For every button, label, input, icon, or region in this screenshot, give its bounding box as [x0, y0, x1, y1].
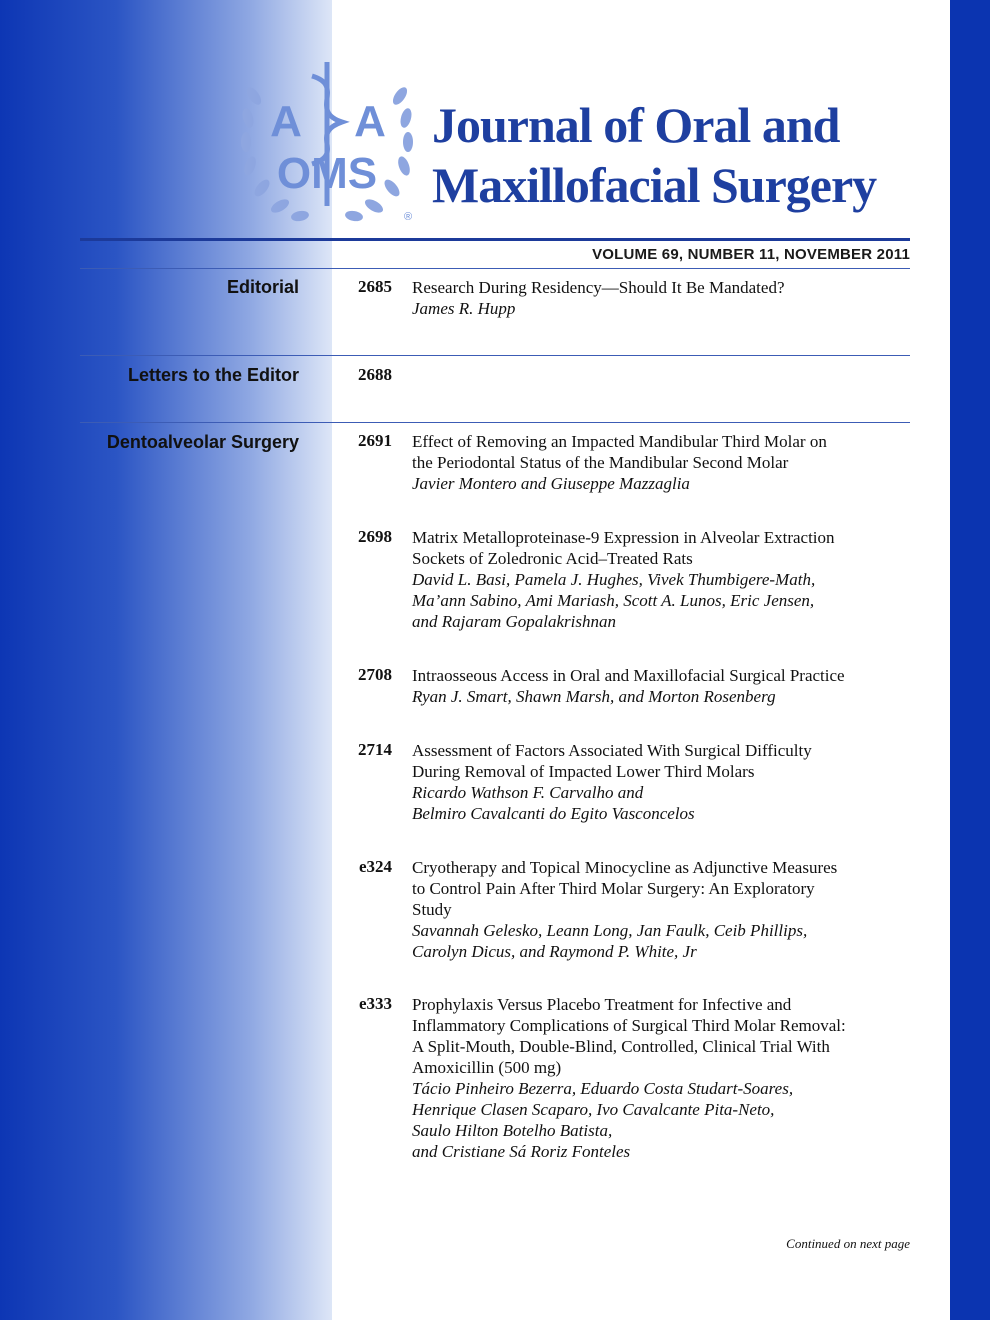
section-label-editorial: Editorial	[226, 277, 299, 297]
article-title-line: Matrix Metalloproteinase-9 Expression in Alveolar Extraction	[412, 528, 835, 547]
page-number: 2685	[358, 277, 392, 296]
section-divider	[80, 422, 910, 423]
article-authors-line: Tácio Pinheiro Bezerra, Eduardo Costa Studart-Soares,	[412, 1079, 794, 1098]
section-divider	[80, 355, 910, 356]
page-number: 2708	[358, 665, 392, 684]
volume-line: VOLUME 69, NUMBER 11, NOVEMBER 2011	[592, 246, 910, 263]
entry-body	[412, 994, 912, 1162]
section-label-letters: Letters to the Editor	[127, 365, 299, 385]
page-number: e333	[358, 994, 392, 1013]
article-title-line: Effect of Removing an Impacted Mandibular Third Molar on	[412, 432, 827, 451]
article-title-line: the Periodontal Status of the Mandibular Second Molar	[412, 453, 789, 472]
article-authors-line: and Cristiane Sá Roriz Fonteles	[412, 1142, 631, 1161]
article-title-line: Study	[412, 900, 452, 919]
right-edge-bar	[950, 0, 990, 1320]
article-title	[412, 994, 912, 1078]
article-title-line: During Removal of Impacted Lower Third Molars	[412, 762, 755, 781]
article-authors-line: Ma’ann Sabino, Ami Mariash, Scott A. Lunos, Eric Jensen,	[412, 591, 815, 610]
article-title-line: Amoxicillin (500 mg)	[412, 1058, 562, 1077]
article-authors-line: Ricardo Wathson F. Carvalho and	[412, 783, 644, 802]
article-title-line: Sockets of Zoledronic Acid–Treated Rats	[412, 549, 693, 568]
page-number: 2691	[358, 431, 392, 450]
page-number: 2698	[358, 527, 392, 546]
article-title	[412, 740, 912, 782]
article-authors	[412, 782, 912, 824]
continued-note[interactable]: Continued on next page	[786, 1236, 910, 1251]
article-authors	[412, 298, 912, 319]
article-authors-line: Belmiro Cavalcanti do Egito Vasconcelos	[412, 804, 695, 823]
article-title	[412, 665, 912, 686]
article-authors	[412, 473, 912, 494]
section-label-dentoalveolar: Dentoalveolar Surgery	[106, 432, 299, 452]
page-number: 2688	[358, 365, 392, 384]
header-rule-thin	[80, 268, 910, 269]
article-authors-line: Henrique Clasen Scaparo, Ivo Cavalcante Pita-Neto,	[412, 1100, 775, 1119]
entry-body	[412, 740, 912, 824]
article-title-line: A Split-Mouth, Double-Blind, Controlled, Clinical Trial With	[412, 1037, 830, 1056]
article-authors-line: and Rajaram Gopalakrishnan	[412, 612, 616, 631]
aaoms-logo	[236, 56, 418, 226]
article-authors-line: Carolyn Dicus, and Raymond P. White, Jr	[412, 942, 697, 961]
article-authors-line: Javier Montero and Giuseppe Mazzaglia	[412, 474, 690, 493]
article-title-line: Assessment of Factors Associated With Surgical Difficulty	[412, 741, 812, 760]
entry-body	[412, 857, 912, 962]
entry-body	[412, 665, 912, 707]
page-number: 2714	[358, 740, 392, 759]
article-authors-line: David L. Basi, Pamela J. Hughes, Vivek Thumbigere-Math,	[412, 570, 816, 589]
header-rule	[80, 238, 910, 241]
journal-title-line1: Journal of Oral and	[432, 97, 840, 153]
article-authors	[412, 569, 912, 632]
article-title-line: Prophylaxis Versus Placebo Treatment for Infective and	[412, 995, 792, 1014]
article-authors-line: Saulo Hilton Botelho Batista,	[412, 1121, 613, 1140]
article-authors	[412, 920, 912, 962]
article-authors	[412, 1078, 912, 1162]
page-number: e324	[358, 857, 392, 876]
article-title	[412, 277, 912, 298]
article-title	[412, 431, 912, 473]
registered-mark: ®	[403, 211, 413, 223]
article-title-line: Inflammatory Complications of Surgical Third Molar Removal:	[412, 1016, 846, 1035]
article-title-line: to Control Pain After Third Molar Surgery: An Exploratory	[412, 879, 815, 898]
logo-letter-left: A	[270, 97, 302, 146]
article-title	[412, 857, 912, 920]
article-title	[412, 527, 912, 569]
article-title-line: Research During Residency—Should It Be Mandated?	[412, 278, 785, 297]
article-title-line: Intraosseous Access in Oral and Maxillofacial Surgical Practice	[412, 666, 845, 685]
article-title-line: Cryotherapy and Topical Minocycline as Adjunctive Measures	[412, 858, 838, 877]
entry-body	[412, 431, 912, 494]
entry-body	[412, 527, 912, 632]
journal-title-line2: Maxillofacial Surgery	[432, 157, 877, 213]
logo-oms-text: OMS	[276, 149, 378, 198]
entry-body	[412, 277, 912, 319]
logo-letter-right: A	[354, 97, 386, 146]
article-authors	[412, 686, 912, 707]
article-authors-line: Savannah Gelesko, Leann Long, Jan Faulk, Ceib Phillips,	[412, 921, 808, 940]
article-authors-line: James R. Hupp	[412, 299, 516, 318]
article-authors-line: Ryan J. Smart, Shawn Marsh, and Morton Rosenberg	[412, 687, 776, 706]
journal-title	[432, 95, 932, 215]
